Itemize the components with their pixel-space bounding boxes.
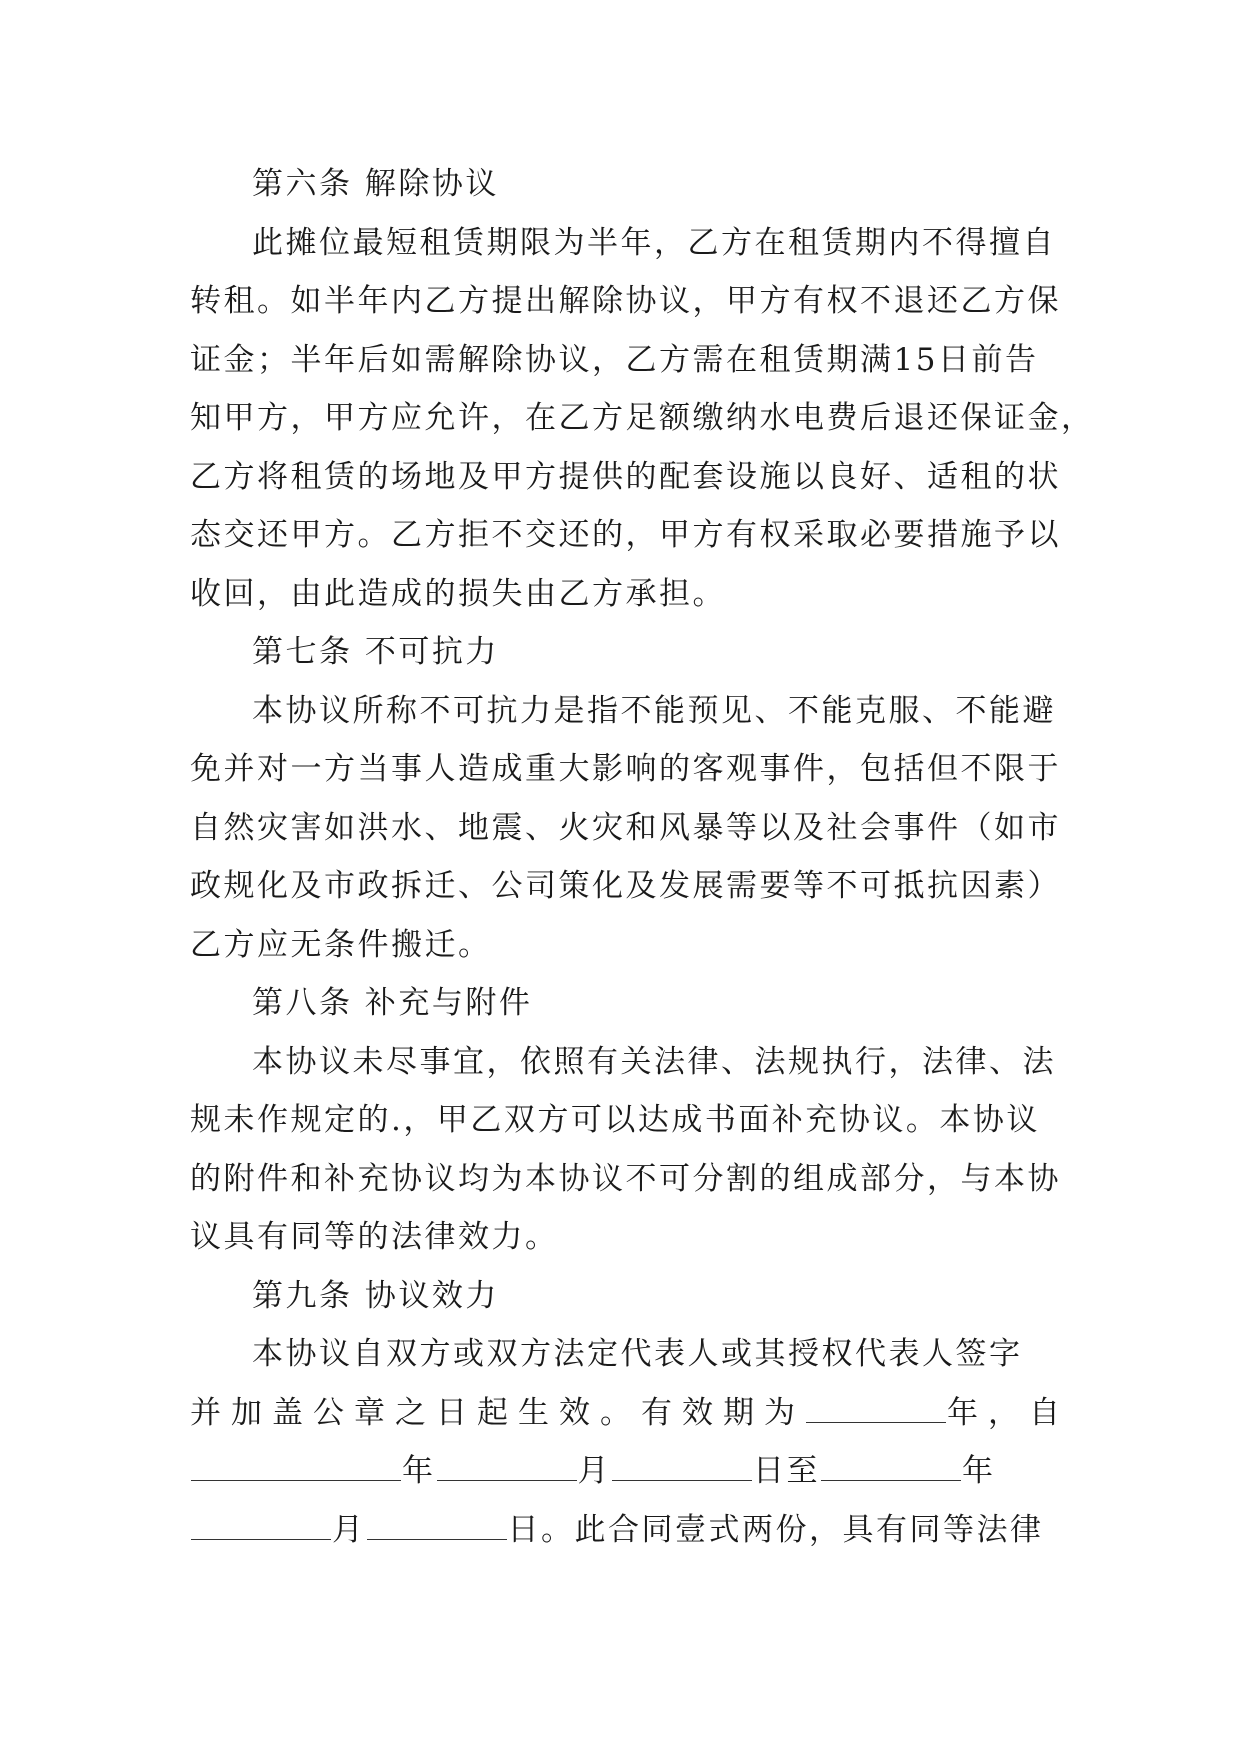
paragraph-line: 此摊位最短租赁期限为半年，乙方在租赁期内不得擅自 — [252, 224, 1056, 261]
end-day-blank[interactable] — [367, 1506, 507, 1540]
paragraph-line: 自然灾害如洪水、地震、火灾和风暴等以及社会事件（如市 — [190, 809, 1061, 846]
article-7-heading: 第七条 不可抗力 — [252, 634, 499, 670]
paragraph-line: 免并对一方当事人造成重大影响的客观事件，包括但不限于 — [190, 751, 1061, 787]
paragraph-line: 本协议自双方或双方法定代表人或其授权代表人签字 — [252, 1336, 1023, 1372]
term-years-blank[interactable] — [806, 1389, 946, 1423]
year-label: 年 — [402, 1453, 436, 1489]
paragraph-line — [190, 1501, 1050, 1560]
paragraph-line: 政规化及市政拆迁、公司策化及发展需要等不可抵抗因素） — [190, 868, 1061, 904]
term-text: 并加盖公章之日起生效。有效期为 — [190, 1394, 805, 1431]
article-9-paragraph — [190, 1325, 1070, 1559]
paragraph-line: 本协议所称不可抗力是指不能预见、不能克服、不能避 — [252, 692, 1056, 729]
paragraph-line: 规未作规定的.，甲乙双方可以达成书面补充协议。本协议 — [190, 1102, 1040, 1138]
start-month-blank[interactable] — [437, 1447, 577, 1481]
paragraph-line: 乙方将租赁的场地及甲方提供的配套设施以良好、适租的状 — [190, 458, 1061, 495]
document-body — [190, 155, 1095, 1559]
paragraph-line: 知甲方，甲方应允许，在乙方足额缴纳水电费后退还保证金， — [190, 400, 1095, 436]
month-label: 月 — [332, 1511, 366, 1548]
paragraph-line — [190, 1384, 1070, 1443]
day-label: 日。 — [507, 1511, 575, 1548]
start-day-blank[interactable] — [612, 1447, 752, 1481]
article-6-heading: 第六条 解除协议 — [252, 166, 499, 202]
year-label: 年 — [962, 1453, 996, 1489]
article-9-heading: 第九条 协议效力 — [252, 1277, 499, 1314]
end-year-blank[interactable] — [821, 1447, 961, 1481]
article-7-paragraph — [190, 682, 1061, 975]
article-8-heading: 第八条 补充与附件 — [252, 985, 533, 1021]
month-label: 月 — [577, 1453, 611, 1489]
start-year-blank[interactable] — [191, 1447, 401, 1481]
paragraph-line: 转租。如半年内乙方提出解除协议，甲方有权不退还乙方保 — [190, 283, 1061, 319]
paragraph-line: 态交还甲方。乙方拒不交还的，甲方有权采取必要措施予以 — [190, 517, 1061, 553]
paragraph-line: 的附件和补充协议均为本协议不可分割的组成部分，与本协 — [190, 1160, 1061, 1197]
term-year-suffix: 年，自 — [947, 1394, 1070, 1431]
article-6-paragraph — [190, 214, 1095, 624]
tail-text: 此合同壹式两份，具有同等法律 — [574, 1511, 1044, 1548]
paragraph-line — [190, 1442, 1050, 1501]
end-month-blank[interactable] — [191, 1506, 331, 1540]
paragraph-line: 证金；半年后如需解除协议，乙方需在租赁期满15日前告 — [190, 341, 1039, 378]
paragraph-line: 乙方应无条件搬迁。 — [190, 926, 492, 963]
paragraph-line: 议具有同等的法律效力。 — [190, 1219, 559, 1255]
article-8-paragraph — [190, 1033, 1061, 1267]
paragraph-line: 本协议未尽事宜，依照有关法律、法规执行，法律、法 — [252, 1043, 1056, 1080]
paragraph-line: 收回，由此造成的损失由乙方承担。 — [190, 575, 726, 612]
day-to-label: 日至 — [753, 1453, 820, 1489]
